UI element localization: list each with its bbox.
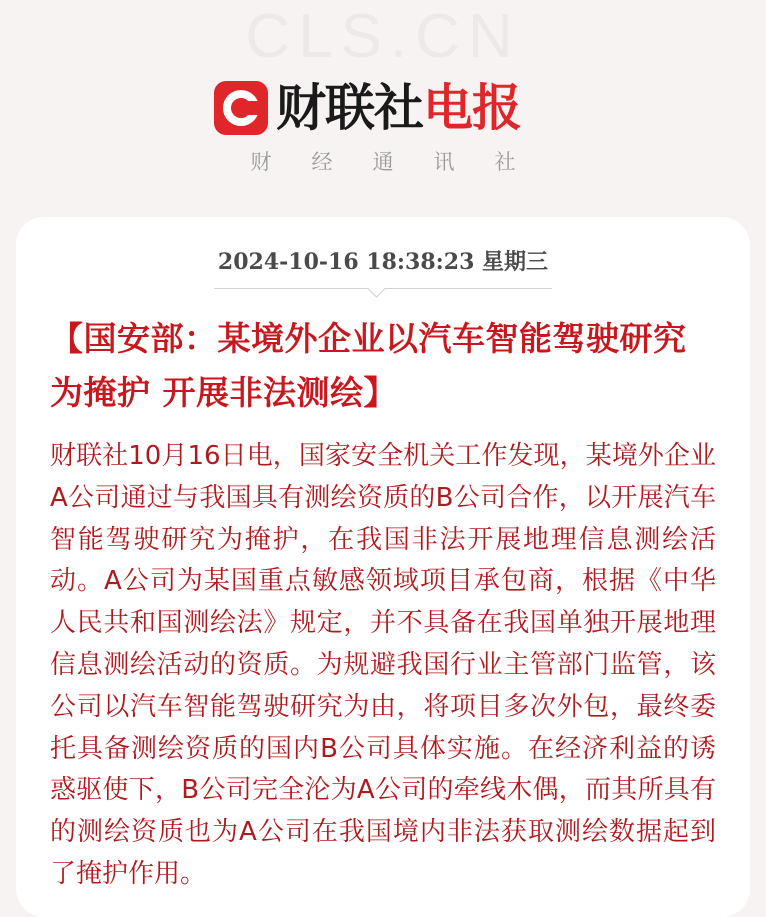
article-headline: 【国安部：某境外企业以汽车智能驾驶研究为掩护 开展非法测绘】 (50, 319, 687, 412)
watermark-text: CLS.CN (245, 2, 521, 71)
article-datetime: 2024-10-16 18:38:23 星期三 (217, 249, 549, 275)
brand-logo (214, 78, 521, 138)
cls-logo-icon (214, 81, 268, 135)
brand-name: 财联社 (276, 79, 423, 137)
article-body: 财联社10月16日电，国家安全机关工作发现，某境外企业A公司通过与我国具有测绘资质的B公司合作，以开展汽车智能驾驶研究为掩护，在我国非法开展地理信息测绘活动。A公司为某国重点敏感领域项目承包商，根据《中华人民共和国测绘法》规定，并不具备在我国单独开展地理信息测绘活动的资质。为规避我国行业主管部门监管，该公司以汽车智能驾驶研究为由，将项目多次外包，最终委托具备测绘资质的国内B公司具体实施。在经济利益的诱惑驱使下，B公司完全沦为A公司的牵线木偶，而其所具有的测绘资质也为A公司在我国境内非法获取测绘数据起到了掩护作用。 (50, 441, 716, 889)
brand-accent: 电报 (423, 79, 521, 137)
brand-subtitle: 财经通讯社 (250, 150, 556, 174)
